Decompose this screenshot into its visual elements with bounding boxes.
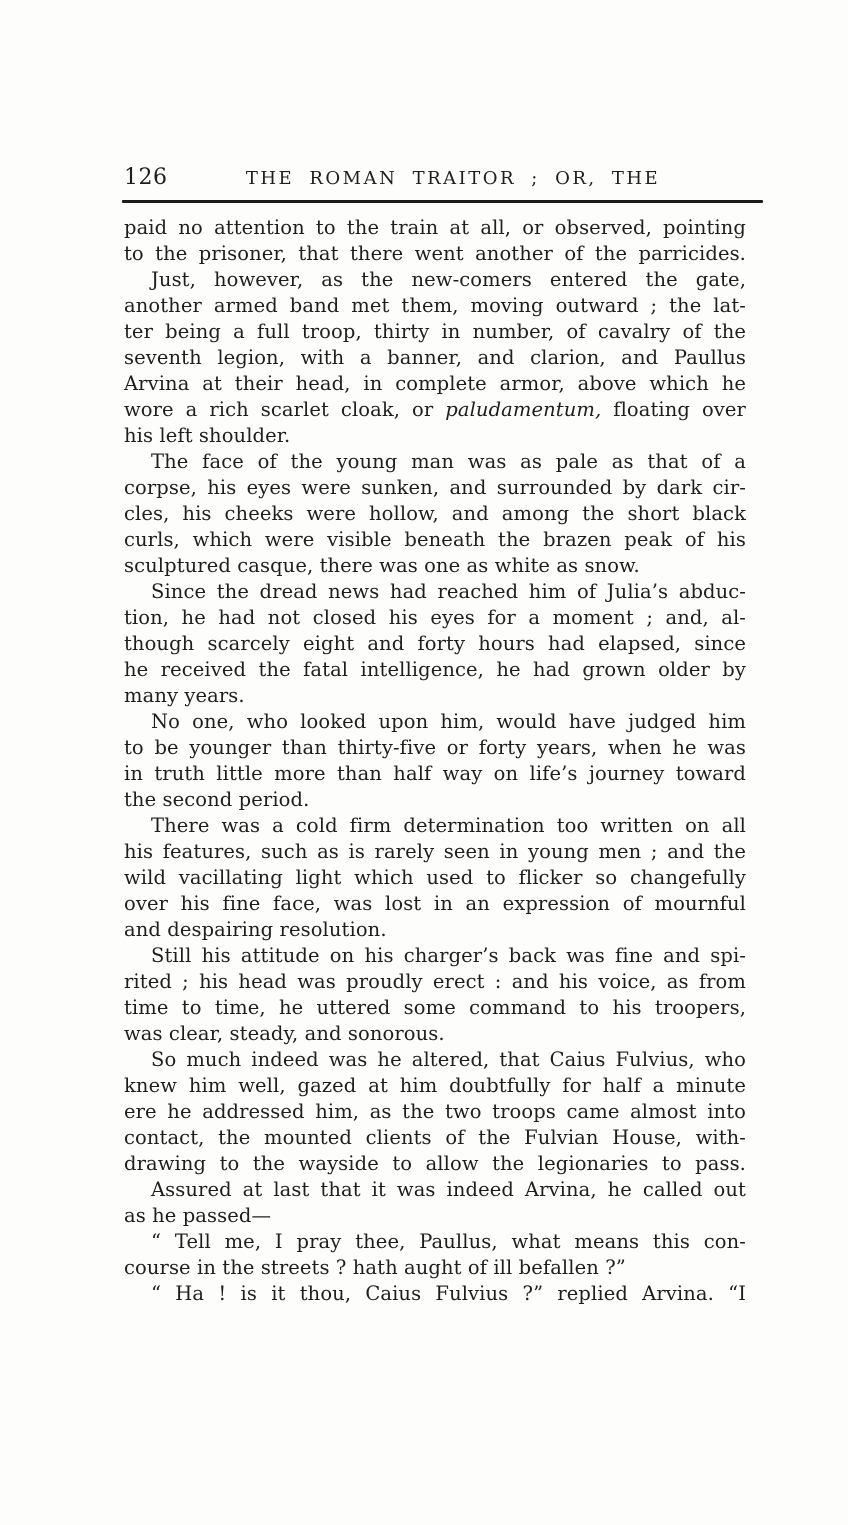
page-number: 126 xyxy=(124,165,168,190)
text-line: corpse, his eyes were sunken, and surrounded by dark cir- xyxy=(124,476,746,499)
text-line: “ Tell me, I pray thee, Paullus, what means this con- xyxy=(151,1230,746,1253)
text-line: course in the streets ? hath aught of ill befallen ?” xyxy=(124,1256,626,1279)
text-line: time to time, he uttered some command to his troopers, xyxy=(124,996,746,1019)
paragraph xyxy=(124,1047,746,1177)
text-line: paid no attention to the train at all, or observed, pointing xyxy=(124,216,746,239)
text-line: Just, however, as the new-comers entered the gate, xyxy=(151,268,746,291)
text-line: There was a cold firm determination too written on all xyxy=(151,814,746,837)
text-line: So much indeed was he altered, that Caius Fulvius, who xyxy=(151,1048,746,1071)
text-line: sculptured casque, there was one as white as snow. xyxy=(124,554,640,577)
text-line: knew him well, gazed at him doubtfully for half a minute xyxy=(124,1074,746,1097)
text-line: wild vacillating light which used to flicker so changefully xyxy=(124,866,746,889)
text-line: drawing to the wayside to allow the legionaries to pass. xyxy=(124,1152,746,1175)
text-line: “ Ha ! is it thou, Caius Fulvius ?” replied Arvina. “I xyxy=(151,1282,746,1305)
text-line: was clear, steady, and sonorous. xyxy=(124,1022,445,1045)
text-line: ter being a full troop, thirty in number, of cavalry of the xyxy=(124,320,746,343)
text-line: and despairing resolution. xyxy=(124,918,387,941)
text-line: tion, he had not closed his eyes for a moment ; and, al- xyxy=(124,606,746,629)
text-line: seventh legion, with a banner, and clarion, and Paullus xyxy=(124,346,746,369)
text-line: his features, such as is rarely seen in young men ; and the xyxy=(124,840,746,863)
text-line: his left shoulder. xyxy=(124,424,291,447)
text-line: wore a rich scarlet cloak, or paludamentum, floating over xyxy=(124,398,746,421)
text-line: many years. xyxy=(124,684,245,707)
paragraph xyxy=(124,943,746,1047)
text-line: as he passed— xyxy=(124,1204,272,1227)
paragraph xyxy=(124,709,746,813)
text-line: he received the fatal intelligence, he had grown older by xyxy=(124,658,746,681)
text-line: The face of the young man was as pale as that of a xyxy=(151,450,746,473)
text-line: No one, who looked upon him, would have judged him xyxy=(151,710,746,733)
text-line: contact, the mounted clients of the Fulvian House, with- xyxy=(124,1126,746,1149)
text-line: Arvina at their head, in complete armor, above which he xyxy=(124,372,746,395)
text-line: the second period. xyxy=(124,788,310,811)
paragraph xyxy=(124,579,746,709)
paragraph xyxy=(124,215,746,267)
text-line: over his fine face, was lost in an expression of mournful xyxy=(124,892,746,915)
paragraph xyxy=(124,449,746,579)
text-line: to be younger than thirty-five or forty years, when he was xyxy=(124,736,746,759)
text-line: ere he addressed him, as the two troops came almost into xyxy=(124,1100,746,1123)
paragraph xyxy=(124,267,746,449)
text-line: another armed band met them, moving outward ; the lat- xyxy=(124,294,746,317)
text-line: Assured at last that it was indeed Arvina, he called out xyxy=(151,1178,746,1201)
text-line: in truth little more than half way on life’s journey toward xyxy=(124,762,746,785)
paragraph xyxy=(124,1281,746,1307)
paragraph xyxy=(124,1177,746,1229)
text-line: to the prisoner, that there went another of the parricides. xyxy=(124,242,746,265)
text-line: curls, which were visible beneath the brazen peak of his xyxy=(124,528,746,551)
text-line: rited ; his head was proudly erect : and his voice, as from xyxy=(124,970,746,993)
text-line: though scarcely eight and forty hours had elapsed, since xyxy=(124,632,746,655)
page-header xyxy=(124,165,746,195)
header-rule xyxy=(122,200,763,203)
paragraph xyxy=(124,813,746,943)
paragraph xyxy=(124,1229,746,1281)
text-line: cles, his cheeks were hollow, and among the short black xyxy=(124,502,746,525)
running-title: THE ROMAN TRAITOR ; OR, THE xyxy=(245,168,661,189)
text-line: Since the dread news had reached him of Julia’s abduc- xyxy=(151,580,746,603)
page-body xyxy=(124,215,746,1307)
text-line: Still his attitude on his charger’s back was fine and spi- xyxy=(151,944,746,967)
